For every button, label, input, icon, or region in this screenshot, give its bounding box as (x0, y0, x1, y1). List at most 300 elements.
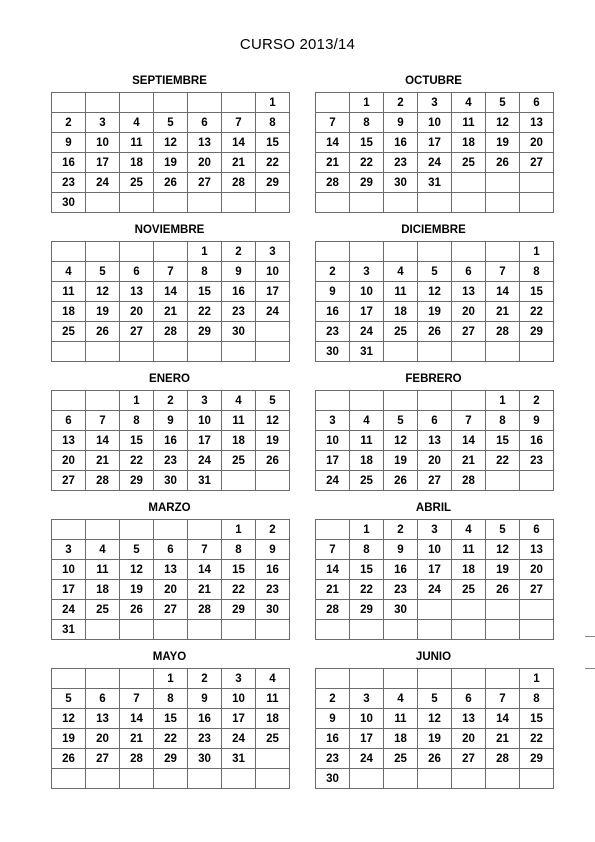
day-cell (418, 600, 452, 620)
day-cell: 7 (222, 113, 256, 133)
day-cell: 5 (418, 262, 452, 282)
day-cell (222, 620, 256, 640)
day-cell: 11 (452, 540, 486, 560)
day-cell: 15 (188, 282, 222, 302)
day-cell (154, 193, 188, 213)
day-cell: 4 (86, 540, 120, 560)
day-cell: 24 (188, 451, 222, 471)
day-cell: 13 (154, 560, 188, 580)
day-cell (52, 769, 86, 789)
day-cell: 10 (418, 113, 452, 133)
day-cell: 13 (520, 113, 554, 133)
day-cell: 22 (154, 729, 188, 749)
day-cell: 24 (86, 173, 120, 193)
day-cell: 1 (188, 242, 222, 262)
day-cell: 16 (384, 560, 418, 580)
day-cell: 12 (418, 709, 452, 729)
day-cell (350, 391, 384, 411)
day-cell: 25 (120, 173, 154, 193)
margin-tick (585, 668, 595, 669)
day-cell: 23 (316, 322, 350, 342)
day-cell: 28 (486, 749, 520, 769)
week-row (52, 520, 290, 540)
day-cell: 29 (188, 322, 222, 342)
day-cell (520, 471, 554, 491)
day-cell: 6 (418, 411, 452, 431)
day-cell (316, 669, 350, 689)
day-cell: 18 (52, 302, 86, 322)
day-cell: 9 (222, 262, 256, 282)
day-cell: 9 (316, 709, 350, 729)
day-cell: 12 (86, 282, 120, 302)
day-cell: 13 (452, 282, 486, 302)
day-cell (520, 342, 554, 362)
week-row (316, 669, 554, 689)
day-cell: 19 (418, 729, 452, 749)
month-name: FEBRERO (405, 373, 462, 385)
day-cell: 17 (418, 133, 452, 153)
day-cell: 1 (120, 391, 154, 411)
week-row (316, 580, 554, 600)
day-cell (350, 769, 384, 789)
week-row (52, 669, 290, 689)
day-cell: 15 (350, 133, 384, 153)
week-row (52, 391, 290, 411)
day-cell: 31 (188, 471, 222, 491)
day-cell: 26 (52, 749, 86, 769)
day-cell: 18 (350, 451, 384, 471)
day-cell: 15 (486, 431, 520, 451)
day-cell (52, 669, 86, 689)
day-cell: 23 (256, 580, 290, 600)
day-cell: 23 (154, 451, 188, 471)
week-row (52, 113, 290, 133)
day-cell (316, 193, 350, 213)
day-cell: 13 (120, 282, 154, 302)
day-cell (452, 669, 486, 689)
day-cell: 9 (520, 411, 554, 431)
day-cell: 22 (222, 580, 256, 600)
month-grid (51, 668, 290, 789)
day-cell: 10 (350, 282, 384, 302)
week-row (52, 342, 290, 362)
week-row (316, 193, 554, 213)
day-cell (418, 669, 452, 689)
month-noviembre (51, 223, 288, 362)
day-cell: 7 (316, 113, 350, 133)
day-cell: 21 (188, 580, 222, 600)
day-cell (452, 600, 486, 620)
day-cell: 13 (86, 709, 120, 729)
month-grid (51, 519, 290, 640)
day-cell: 15 (120, 431, 154, 451)
day-cell (418, 342, 452, 362)
day-cell (418, 242, 452, 262)
day-cell: 21 (86, 451, 120, 471)
day-cell (86, 520, 120, 540)
week-row (316, 600, 554, 620)
day-cell: 24 (418, 153, 452, 173)
day-cell (418, 620, 452, 640)
day-cell: 28 (222, 173, 256, 193)
day-cell (188, 520, 222, 540)
day-cell: 16 (520, 431, 554, 451)
day-cell: 21 (222, 153, 256, 173)
day-cell: 7 (86, 411, 120, 431)
day-cell: 26 (384, 471, 418, 491)
day-cell (86, 669, 120, 689)
day-cell: 30 (154, 471, 188, 491)
day-cell: 10 (222, 689, 256, 709)
day-cell: 4 (452, 93, 486, 113)
day-cell: 3 (316, 411, 350, 431)
week-row (316, 560, 554, 580)
day-cell: 18 (86, 580, 120, 600)
day-cell: 17 (350, 729, 384, 749)
week-row (52, 471, 290, 491)
month-grid (315, 519, 554, 640)
week-row (52, 749, 290, 769)
day-cell (384, 391, 418, 411)
day-cell: 19 (86, 302, 120, 322)
week-row (316, 709, 554, 729)
day-cell: 15 (154, 709, 188, 729)
day-cell: 10 (188, 411, 222, 431)
day-cell (52, 242, 86, 262)
day-cell: 4 (52, 262, 86, 282)
week-row (316, 451, 554, 471)
day-cell: 18 (222, 431, 256, 451)
day-cell: 17 (418, 560, 452, 580)
day-cell: 7 (120, 689, 154, 709)
day-cell: 14 (222, 133, 256, 153)
day-cell: 28 (154, 322, 188, 342)
day-cell: 11 (384, 709, 418, 729)
month-name: DICIEMBRE (401, 224, 466, 236)
week-row (52, 242, 290, 262)
day-cell: 21 (486, 302, 520, 322)
day-cell: 11 (120, 133, 154, 153)
day-cell (520, 193, 554, 213)
month-grid (315, 668, 554, 789)
day-cell: 6 (86, 689, 120, 709)
day-cell: 7 (154, 262, 188, 282)
day-cell (86, 93, 120, 113)
day-cell: 23 (384, 580, 418, 600)
day-cell: 12 (120, 560, 154, 580)
week-row (316, 520, 554, 540)
day-cell: 2 (256, 520, 290, 540)
day-cell: 20 (520, 133, 554, 153)
day-cell: 31 (418, 173, 452, 193)
day-cell (486, 669, 520, 689)
day-cell: 14 (316, 560, 350, 580)
day-cell (86, 242, 120, 262)
day-cell: 1 (350, 520, 384, 540)
day-cell: 6 (520, 520, 554, 540)
day-cell: 20 (154, 580, 188, 600)
day-cell: 26 (486, 153, 520, 173)
day-cell: 30 (256, 600, 290, 620)
day-cell (120, 93, 154, 113)
week-row (52, 600, 290, 620)
day-cell: 25 (256, 729, 290, 749)
day-cell: 25 (384, 749, 418, 769)
day-cell: 7 (486, 689, 520, 709)
day-cell: 9 (384, 113, 418, 133)
day-cell: 20 (188, 153, 222, 173)
day-cell: 21 (316, 153, 350, 173)
day-cell (384, 620, 418, 640)
day-cell: 15 (520, 282, 554, 302)
day-cell (120, 769, 154, 789)
month-grid (315, 241, 554, 362)
day-cell: 1 (486, 391, 520, 411)
week-row (316, 302, 554, 322)
day-cell: 3 (256, 242, 290, 262)
day-cell: 2 (520, 391, 554, 411)
day-cell: 11 (52, 282, 86, 302)
day-cell (52, 391, 86, 411)
day-cell: 10 (52, 560, 86, 580)
day-cell: 22 (520, 729, 554, 749)
day-cell: 30 (316, 769, 350, 789)
week-row (52, 729, 290, 749)
day-cell: 19 (384, 451, 418, 471)
day-cell: 29 (120, 471, 154, 491)
day-cell: 10 (350, 709, 384, 729)
day-cell: 9 (256, 540, 290, 560)
day-cell: 15 (350, 560, 384, 580)
day-cell: 14 (486, 709, 520, 729)
day-cell: 27 (520, 580, 554, 600)
day-cell: 23 (222, 302, 256, 322)
day-cell (188, 620, 222, 640)
day-cell (452, 342, 486, 362)
day-cell: 16 (384, 133, 418, 153)
week-row (52, 302, 290, 322)
day-cell: 23 (52, 173, 86, 193)
day-cell: 7 (188, 540, 222, 560)
week-row (316, 322, 554, 342)
day-cell (52, 342, 86, 362)
day-cell: 19 (486, 560, 520, 580)
day-cell: 16 (222, 282, 256, 302)
week-row (52, 431, 290, 451)
day-cell: 22 (350, 153, 384, 173)
day-cell: 1 (256, 93, 290, 113)
week-row (316, 133, 554, 153)
day-cell: 20 (86, 729, 120, 749)
day-cell: 30 (188, 749, 222, 769)
day-cell (486, 342, 520, 362)
week-row (316, 749, 554, 769)
day-cell (154, 93, 188, 113)
day-cell: 8 (188, 262, 222, 282)
day-cell (86, 620, 120, 640)
day-cell: 16 (188, 709, 222, 729)
day-cell: 23 (520, 451, 554, 471)
day-cell: 23 (384, 153, 418, 173)
day-cell: 12 (52, 709, 86, 729)
week-row (316, 689, 554, 709)
day-cell: 4 (256, 669, 290, 689)
day-cell (384, 669, 418, 689)
month-grid (315, 390, 554, 491)
day-cell: 6 (188, 113, 222, 133)
month-name: ABRIL (415, 502, 452, 514)
day-cell: 15 (222, 560, 256, 580)
day-cell: 16 (256, 560, 290, 580)
day-cell (520, 769, 554, 789)
day-cell: 1 (520, 669, 554, 689)
day-cell: 21 (452, 451, 486, 471)
day-cell: 6 (452, 689, 486, 709)
month-name: ENERO (149, 373, 190, 385)
day-cell (188, 769, 222, 789)
day-cell: 24 (350, 322, 384, 342)
day-cell: 13 (418, 431, 452, 451)
week-row (52, 322, 290, 342)
day-cell (452, 769, 486, 789)
day-cell (452, 620, 486, 640)
day-cell: 8 (350, 540, 384, 560)
day-cell: 27 (52, 471, 86, 491)
day-cell: 11 (86, 560, 120, 580)
day-cell: 25 (222, 451, 256, 471)
day-cell (52, 93, 86, 113)
day-cell (52, 520, 86, 540)
day-cell: 28 (188, 600, 222, 620)
day-cell: 17 (316, 451, 350, 471)
day-cell: 24 (256, 302, 290, 322)
week-row (52, 262, 290, 282)
day-cell: 28 (486, 322, 520, 342)
day-cell: 28 (452, 471, 486, 491)
week-row (52, 133, 290, 153)
month-grid (315, 92, 554, 213)
day-cell: 18 (120, 153, 154, 173)
week-row (316, 262, 554, 282)
day-cell: 24 (350, 749, 384, 769)
day-cell: 13 (52, 431, 86, 451)
day-cell (188, 93, 222, 113)
month-febrero (315, 372, 552, 491)
day-cell: 26 (256, 451, 290, 471)
month-mayo (51, 650, 288, 789)
week-row (52, 173, 290, 193)
day-cell (188, 193, 222, 213)
week-row (316, 411, 554, 431)
month-name: MAYO (152, 651, 187, 663)
day-cell: 24 (52, 600, 86, 620)
week-row (316, 153, 554, 173)
day-cell: 27 (418, 471, 452, 491)
day-cell: 14 (188, 560, 222, 580)
day-cell: 11 (452, 113, 486, 133)
day-cell (256, 620, 290, 640)
day-cell: 14 (154, 282, 188, 302)
day-cell (316, 520, 350, 540)
day-cell (256, 749, 290, 769)
day-cell (222, 342, 256, 362)
day-cell: 21 (316, 580, 350, 600)
day-cell: 20 (452, 302, 486, 322)
day-cell: 24 (222, 729, 256, 749)
day-cell (222, 93, 256, 113)
day-cell: 16 (316, 302, 350, 322)
week-row (316, 620, 554, 640)
day-cell: 1 (222, 520, 256, 540)
day-cell: 14 (120, 709, 154, 729)
day-cell: 3 (350, 689, 384, 709)
day-cell: 28 (316, 600, 350, 620)
day-cell (486, 242, 520, 262)
day-cell: 27 (154, 600, 188, 620)
day-cell: 19 (418, 302, 452, 322)
day-cell (418, 769, 452, 789)
day-cell: 3 (418, 93, 452, 113)
day-cell (384, 342, 418, 362)
month-marzo (51, 501, 288, 640)
day-cell: 18 (384, 729, 418, 749)
day-cell: 17 (222, 709, 256, 729)
day-cell (86, 342, 120, 362)
day-cell: 4 (350, 411, 384, 431)
day-cell: 2 (316, 262, 350, 282)
week-row (316, 173, 554, 193)
day-cell: 18 (384, 302, 418, 322)
day-cell: 11 (256, 689, 290, 709)
day-cell: 2 (384, 520, 418, 540)
week-row (316, 540, 554, 560)
day-cell: 8 (350, 113, 384, 133)
day-cell: 25 (86, 600, 120, 620)
day-cell (384, 242, 418, 262)
week-row (52, 282, 290, 302)
day-cell: 13 (188, 133, 222, 153)
day-cell: 24 (418, 580, 452, 600)
day-cell (222, 193, 256, 213)
month-abril (315, 501, 552, 640)
day-cell: 25 (350, 471, 384, 491)
day-cell: 22 (188, 302, 222, 322)
day-cell: 19 (154, 153, 188, 173)
day-cell (452, 391, 486, 411)
day-cell: 17 (350, 302, 384, 322)
week-row (52, 93, 290, 113)
day-cell: 27 (452, 322, 486, 342)
day-cell (384, 193, 418, 213)
day-cell: 29 (222, 600, 256, 620)
day-cell: 5 (486, 93, 520, 113)
day-cell: 18 (256, 709, 290, 729)
week-row (52, 560, 290, 580)
day-cell (256, 342, 290, 362)
day-cell: 21 (154, 302, 188, 322)
day-cell: 26 (86, 322, 120, 342)
week-row (316, 769, 554, 789)
month-octubre (315, 74, 552, 213)
day-cell (316, 93, 350, 113)
day-cell: 1 (520, 242, 554, 262)
day-cell: 25 (384, 322, 418, 342)
day-cell: 5 (486, 520, 520, 540)
day-cell: 18 (452, 133, 486, 153)
week-row (52, 580, 290, 600)
day-cell: 22 (256, 153, 290, 173)
week-row (52, 620, 290, 640)
